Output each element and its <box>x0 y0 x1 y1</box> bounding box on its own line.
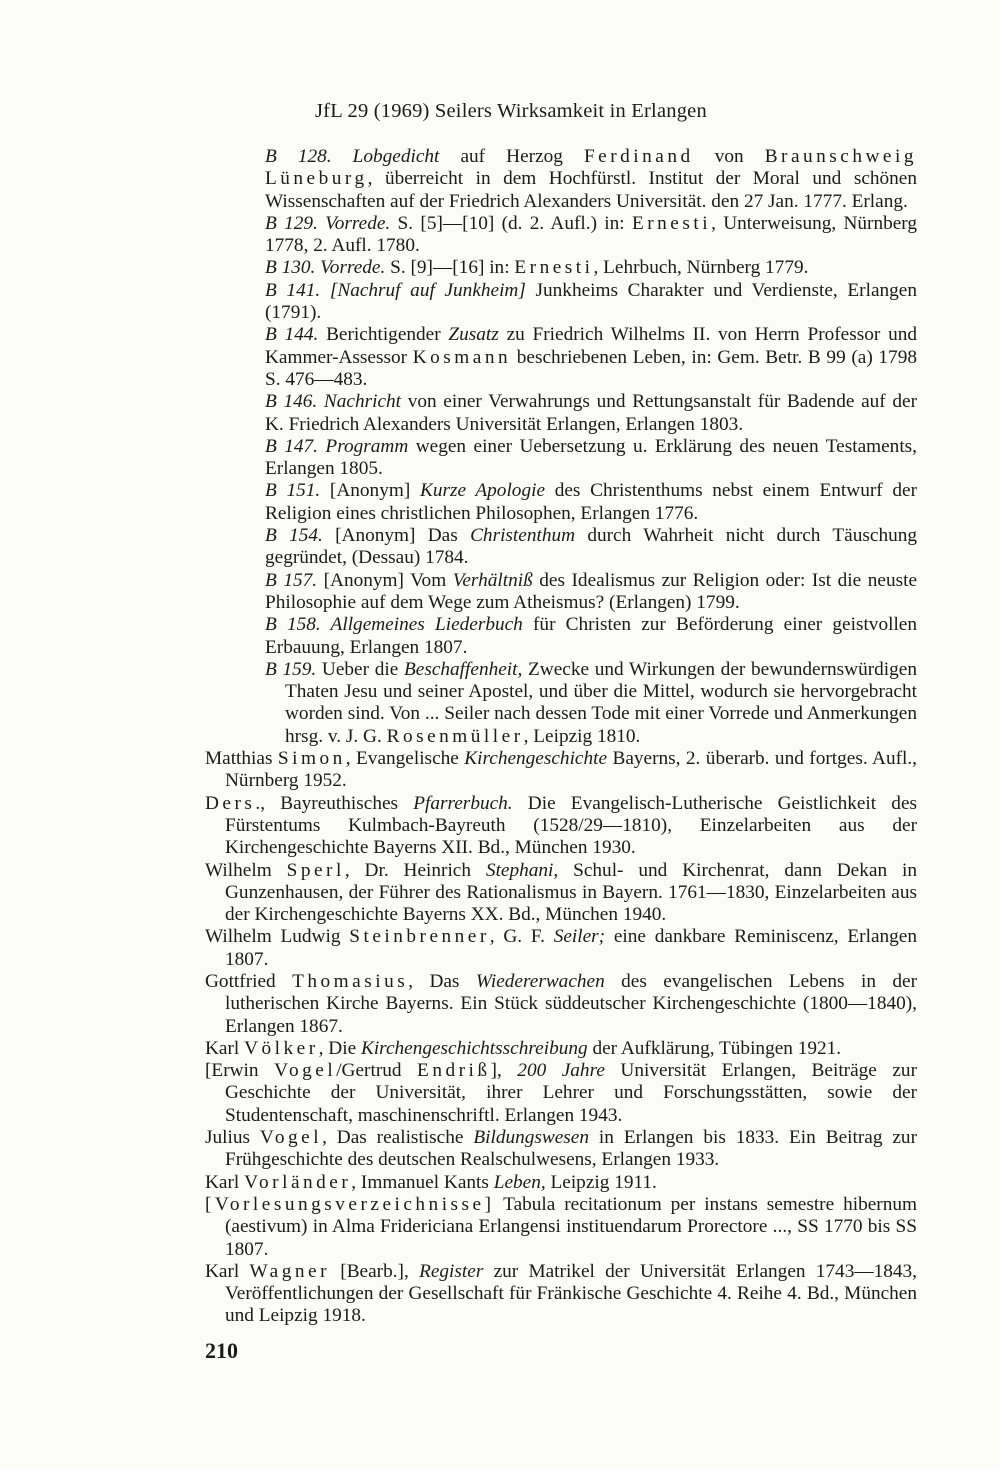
entry-text: Zwecke und Wirkungen der bewundernswürdigen Thaten Jesu und seiner Apostel, und über die Mittel, wodurch sie hervorgebracht worden sind. Von ... Seiler nach dessen Tode mit einer Vorrede und Anmerkungen hrsg. v. J. G. <box>285 658 917 747</box>
entry-text: Schul- und Kirchenrat, dann Dekan in Gunzenhausen, der Führer des Rationalismus in Bayern. 1761—1830, Einzelarbeiten aus der Kirchengeschichte Bayerns XX. Bd., München 1940. <box>225 859 917 926</box>
spaced-name: Thomasius <box>292 970 409 992</box>
entry-text: durch Wahrheit nicht durch Täuschung gegründet, (Dessau) 1784. <box>265 525 918 569</box>
running-header: JfL 29 (1969) Seilers Wirksamkeit in Erlangen <box>315 100 707 122</box>
bibliography-entry <box>205 793 917 860</box>
spaced-name: Wagner <box>249 1260 331 1282</box>
italic-title: Leben, <box>493 1171 546 1193</box>
bibliography-entry <box>205 257 917 279</box>
spaced-name: Simon <box>277 748 346 770</box>
entry-text: /Gertrud <box>336 1060 418 1082</box>
spaced-name: [Vorlesungsverzeichnisse] <box>205 1193 495 1215</box>
italic-title: Register <box>419 1260 484 1282</box>
bibliography-entry <box>205 436 917 481</box>
italic-title: B 141. [Nachruf auf Junkheim] <box>265 279 526 301</box>
entry-text: Leipzig 1911. <box>545 1171 657 1193</box>
bibliography-entry <box>205 146 917 213</box>
entry-text: , Unterweisung, Nürnberg 1778, 2. Aufl. 1780. <box>265 212 918 257</box>
entry-text: Karl <box>205 1037 245 1059</box>
entry-text: Die Evangelisch-Lutherische Geistlichkeit des Fürstentums Kulmbach-Bayreuth (1528/29—1810), Einzelarbeiten aus der Kirchengeschichte Bayerns XII. Bd., München 1930. <box>225 792 918 859</box>
bibliography-entry <box>205 324 917 391</box>
italic-title: Verhältniß <box>452 569 533 591</box>
bibliography-entry <box>205 659 917 748</box>
entry-text: , Immanuel Kants <box>351 1171 494 1193</box>
entry-text: , Dr. Heinrich <box>344 859 486 881</box>
italic-title: B 146. Nachricht <box>265 391 402 413</box>
italic-title: Kurze Apologie <box>419 480 545 502</box>
entry-text: der Aufklärung, Tübingen 1921. <box>587 1037 842 1059</box>
entry-text: [Anonym] <box>320 480 420 502</box>
entry-text: in Erlangen bis 1833. Ein Beitrag zur Frühgeschichte des deutschen Realschulwesens, Erlangen 1933. <box>225 1127 917 1171</box>
spaced-name: Ders <box>205 792 256 814</box>
bibliography-entry <box>205 1038 917 1060</box>
spaced-name: Sperl <box>286 859 345 881</box>
spaced-name: Ferdinand <box>583 146 694 167</box>
entry-text: Wilhelm Ludwig <box>205 926 350 948</box>
italic-title: B 144. <box>265 324 319 346</box>
entry-text: S. [5]—[10] (d. 2. Aufl.) in: <box>390 212 632 234</box>
entry-text: Karl <box>205 1260 250 1282</box>
page-number: 210 <box>205 1338 238 1363</box>
spaced-name: Vogel <box>274 1060 337 1082</box>
entry-text: , G. F. <box>489 926 554 948</box>
bibliography-entry <box>205 280 917 325</box>
spaced-name: Ernesti <box>631 212 712 234</box>
entry-text: Tabula recitationum per instans semestre hibernum (aestivum) in Alma Fridericiana Erlangensi instituendarum Prorectore ..., SS 1770 bis SS 1807. <box>225 1193 917 1260</box>
spaced-name: Völker <box>244 1037 319 1059</box>
entry-text: , Das <box>408 970 476 992</box>
entry-text: des Christenthums nebst einem Entwurf der Religion eines christlichen Philosophen, Erlangen 1776. <box>265 480 918 524</box>
italic-title: Bildungswesen <box>473 1127 590 1149</box>
spaced-name: Vorländer <box>244 1171 352 1193</box>
entry-text: , Evangelische <box>345 748 465 770</box>
entry-text: des evangelischen Lebens in der lutherischen Kirche Bayerns. Ein Stück süddeutscher Kirchengeschichte (1800—1840), Erlangen 1867. <box>225 970 917 1037</box>
entry-text: ., Bayreuthisches <box>255 792 414 814</box>
bibliography-entry <box>205 614 917 659</box>
entry-text: , Leipzig 1810. <box>523 725 641 747</box>
spaced-name: Rosenmüller <box>386 725 524 747</box>
spaced-name: Steinbrenner <box>349 926 490 948</box>
entry-text: , überreicht in dem Hochfürstl. Institut der Moral und schönen Wissenschaften auf der Friedrich Alexanders Universität. den 27 Jan. 1777. Erlang. <box>265 168 917 212</box>
entry-text: Julius <box>205 1127 260 1149</box>
entry-text: Universität Erlangen, Beiträge zur Geschichte der Universität, ihrer Lehrer und Forschungsstätten, sowie der Studentenschaft, maschinenschriftl. Erlangen 1943. <box>225 1060 917 1126</box>
bibliography-entry <box>205 391 917 436</box>
entry-text: von einer Verwahrungs und Rettungsanstalt für Badende auf der K. Friedrich Alexanders Universität Erlangen, Erlangen 1803. <box>265 391 918 435</box>
italic-title: Beschaffenheit, <box>404 658 523 680</box>
entry-text: zur Matrikel der Universität Erlangen 1743—1843, Veröffentlichungen der Gesellschaft für Fränkische Geschichte 4. Reihe 4. Bd., München und Leipzig 1918. <box>225 1260 917 1327</box>
bibliography-list <box>205 146 917 1328</box>
entry-text: Junkheims Charakter und Verdienste, Erlangen (1791). <box>265 279 917 324</box>
italic-title: B 151. <box>265 480 321 502</box>
italic-title: B 158. Allgemeines Liederbuch <box>265 614 523 636</box>
entry-text: von <box>693 146 765 167</box>
italic-title: B 147. Programm <box>265 435 409 457</box>
bibliography-entry <box>205 1060 917 1127</box>
italic-title: Kirchengeschichtsschreibung <box>360 1037 588 1059</box>
entry-text: Gottfried <box>205 970 293 992</box>
entry-text: [Anonym] Vom <box>317 569 453 591</box>
entry-text: Karl <box>205 1171 245 1193</box>
italic-title: B 130. Vorrede. <box>265 257 386 279</box>
spaced-name: Endriß <box>417 1060 491 1082</box>
entry-text: [Anonym] Das <box>322 525 471 547</box>
spaced-name: Vogel <box>259 1127 323 1149</box>
italic-title: B 129. Vorrede. <box>265 212 391 234</box>
italic-title: B 159. <box>265 658 317 680</box>
entry-text: Berichtigender <box>318 324 449 346</box>
entry-text: Bayerns, 2. überarb. und fortges. Aufl., Nürnberg 1952. <box>225 748 918 792</box>
bibliography-entry <box>205 1194 917 1261</box>
entry-text: Matthias <box>205 748 278 770</box>
entry-text: beschriebenen Leben, in: Gem. Betr. B 99 (a) 1798 S. 476—483. <box>265 346 917 390</box>
spaced-name: Braunschweig Lüneburg <box>265 146 917 190</box>
entry-text: eine dankbare Reminiscenz, Erlangen 1807. <box>225 926 917 970</box>
bibliography-entry <box>205 748 917 793</box>
italic-title: Kirchengeschichte <box>464 748 608 770</box>
entry-text: , Die <box>318 1037 361 1059</box>
italic-title: Zusatz <box>448 324 499 346</box>
italic-title: Wiedererwachen <box>475 970 605 992</box>
entry-text: [Erwin <box>205 1060 275 1082</box>
bibliography-entry <box>205 570 917 615</box>
entry-text: des Idealismus zur Religion oder: Ist die neuste Philosophie auf dem Wege zum Atheismus? (Erlangen) 1799. <box>265 569 918 613</box>
entry-text: S. [9]—[16] in: <box>385 257 515 279</box>
bibliography-entry <box>205 1261 917 1328</box>
entry-text: zu Friedrich Wilhelms II. von Herrn Professor und Kammer-Assessor <box>265 324 917 368</box>
bibliography-entry <box>205 1172 917 1194</box>
bibliography-entry <box>205 926 917 971</box>
spaced-name: Ernesti <box>514 257 594 279</box>
entry-text: auf Herzog <box>439 146 584 167</box>
italic-title: Pfarrerbuch. <box>413 792 513 814</box>
italic-title: B 157. <box>265 569 318 591</box>
bibliography-entry <box>205 525 917 570</box>
italic-title: 200 Jahre <box>517 1060 605 1082</box>
entry-text: Ueber die <box>316 658 404 680</box>
entry-text: , Das realistische <box>322 1127 474 1149</box>
bibliography-entry <box>205 213 917 258</box>
bibliography-entry <box>205 480 917 525</box>
italic-title: B 128. Lobgedicht <box>265 146 440 167</box>
italic-title: Christenthum <box>470 525 576 547</box>
italic-title: Seiler; <box>553 926 606 948</box>
entry-text: , Lehrbuch, Nürnberg 1779. <box>593 257 809 279</box>
bibliography-entry <box>205 971 917 1038</box>
entry-text: [Bearb.], <box>330 1260 420 1282</box>
italic-title: B 154. <box>265 525 323 547</box>
entry-text: ], <box>490 1060 518 1082</box>
entry-text: wegen einer Uebersetzung u. Erklärung des neuen Testaments, Erlangen 1805. <box>265 435 918 480</box>
italic-title: Stephani, <box>485 859 559 881</box>
bibliography-entry <box>205 860 917 927</box>
spaced-name: Kosmann <box>412 346 512 368</box>
entry-text: für Christen zur Beförderung einer geistvollen Erbauung, Erlangen 1807. <box>265 614 917 658</box>
bibliography-entry <box>205 1127 917 1172</box>
entry-text: Wilhelm <box>205 859 287 881</box>
